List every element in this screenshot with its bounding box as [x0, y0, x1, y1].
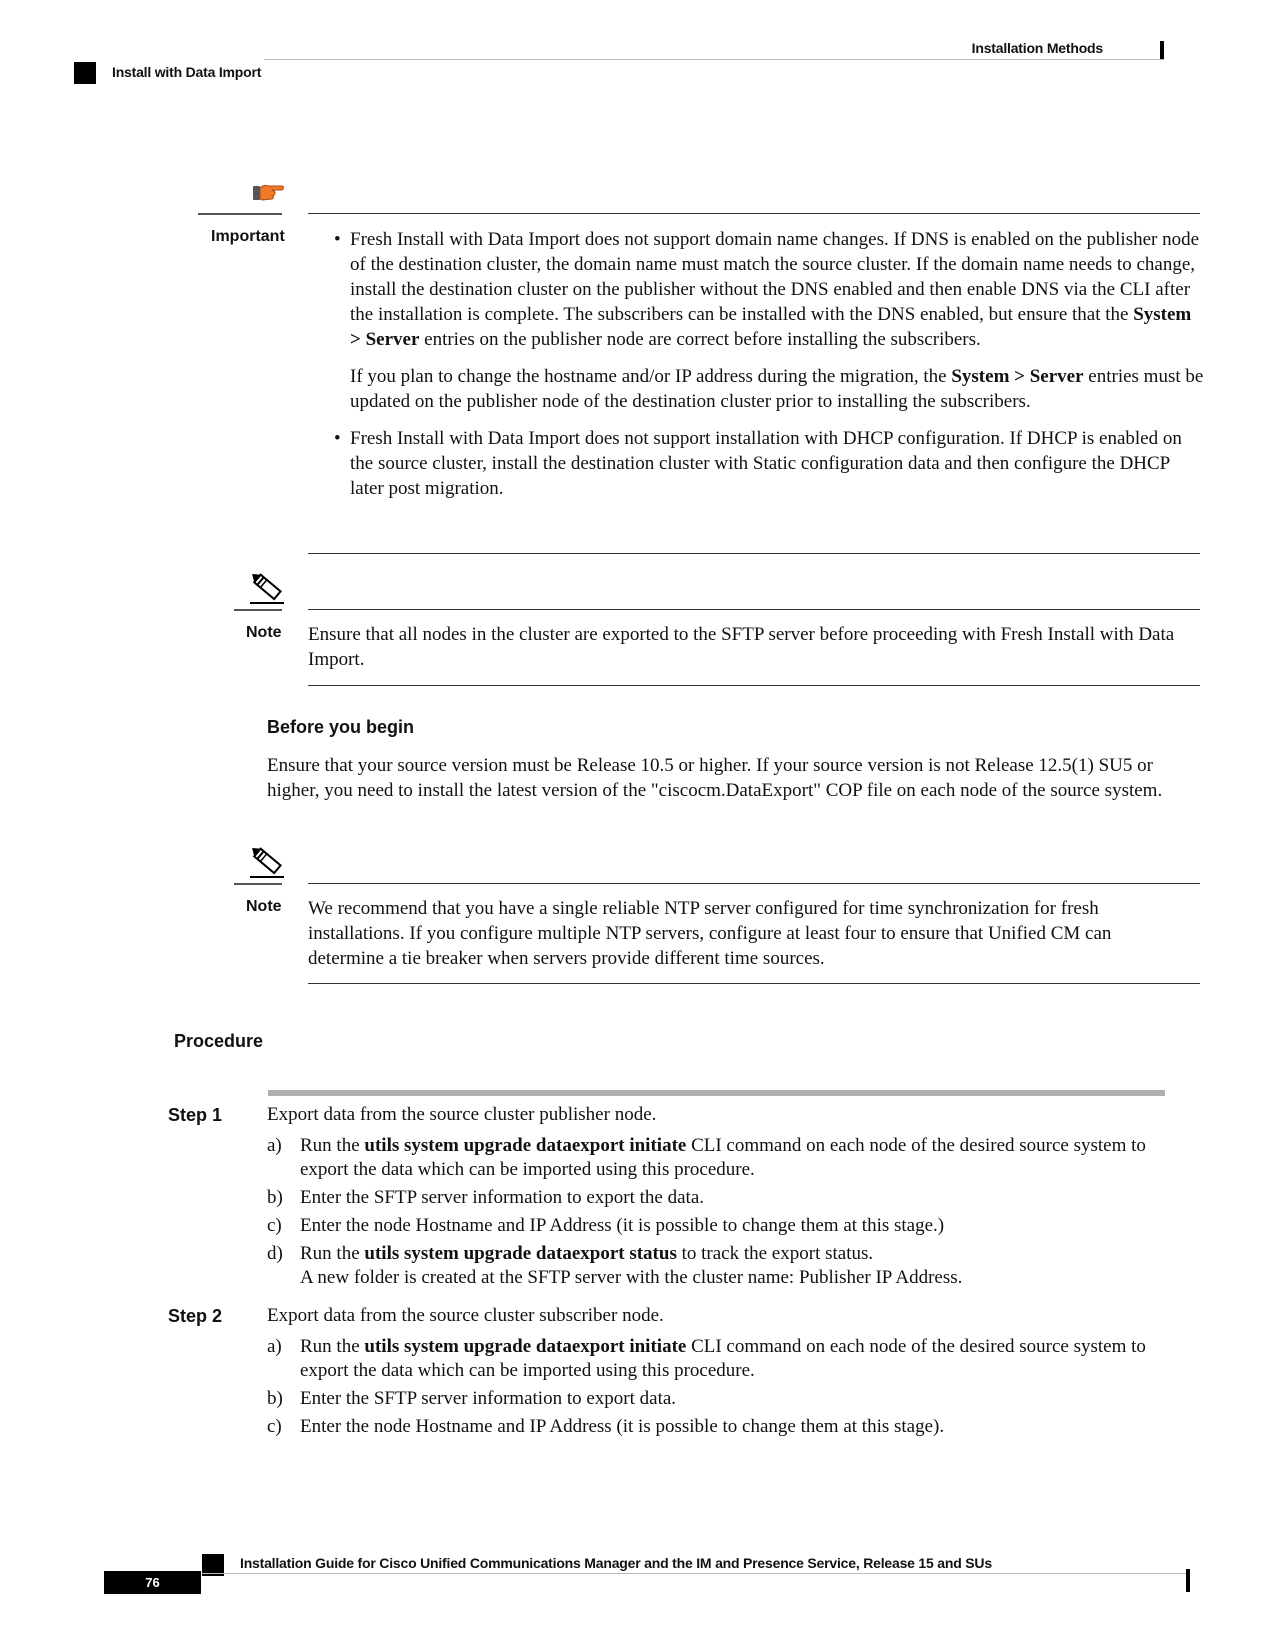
header-chapter-title: Installation Methods	[971, 40, 1103, 56]
important-bottom-rule	[308, 553, 1200, 554]
step-2-label: Step 2	[168, 1306, 223, 1326]
step-1-title: Export data from the source cluster publisher node.	[267, 1104, 657, 1125]
important-body	[334, 227, 1204, 513]
step-2-substep-b	[267, 1387, 1147, 1411]
substep-marker: a)	[267, 1135, 282, 1156]
step-1-label: Step 1	[168, 1105, 223, 1125]
note2-bottom-rule	[308, 983, 1200, 984]
step-2-substeps	[267, 1335, 1147, 1443]
note1-top-rule	[308, 609, 1200, 610]
cli-command: utils system upgrade dataexport initiate	[364, 1336, 687, 1357]
substep-text-end: CLI command on each node of the desired source system to export the data which can be imported using this procedure.	[300, 1336, 1146, 1381]
important-label-rule	[198, 213, 282, 215]
step-1-substeps	[267, 1134, 1147, 1294]
note2-label: Note	[246, 898, 282, 915]
menu-path-system-server-2: System > Server	[951, 366, 1084, 387]
step-1-substep-b	[267, 1186, 1147, 1210]
important-label: Important	[211, 228, 285, 245]
cli-command: utils system upgrade dataexport initiate	[364, 1135, 687, 1156]
substep-text: Enter the SFTP server information to export the data.	[300, 1187, 705, 1208]
step-2-title: Export data from the source cluster subscriber node.	[267, 1305, 664, 1326]
footer-rule	[200, 1573, 1190, 1574]
substep-marker: d)	[267, 1243, 283, 1264]
cli-command: utils system upgrade dataexport status	[364, 1243, 677, 1264]
pencil-note-icon	[246, 843, 286, 879]
note1-label: Note	[246, 624, 282, 641]
step-2-substep-a	[267, 1335, 1147, 1383]
important-bullet-dns-text: Fresh Install with Data Import does not support domain name changes. If DNS is enabled on the publisher node of the destination cluster, the domain name must match the source cluster. If the domain name needs to change, install the destination cluster on the publisher without the DNS enabled and then enable DNS via the CLI after the installation is complete. The subscribers can be installed with the DNS enabled, but ensure that the	[350, 229, 1200, 325]
substep-text-end: CLI command on each node of the desired source system to export the data which can be imported using this procedure.	[300, 1135, 1146, 1180]
substep-text: Run the	[300, 1135, 365, 1156]
substep-marker: b)	[267, 1388, 283, 1409]
note1-bottom-rule	[308, 685, 1200, 686]
menu-path-system-server: System > Server	[350, 304, 1192, 350]
note1-label-rule	[234, 609, 282, 611]
substep-marker: c)	[267, 1416, 282, 1437]
header-rule	[264, 59, 1164, 60]
note2-text: We recommend that you have a single reliable NTP server configured for time synchronization for fresh installations. If you configure multiple NTP servers, configure at least four to ensure that Unified CM can determine a tie breaker when servers provide different time sources.	[308, 898, 1112, 969]
important-bullet-dhcp: • Fresh Install with Data Import does not support installation with DHCP configuration. If DHCP is enabled on the source cluster, install the destination cluster with Static configuration data and then configure the DHCP later post migration.	[334, 426, 1204, 501]
substep-text-end: to track the export status.	[676, 1243, 874, 1264]
note2-top-rule	[308, 883, 1200, 884]
step-2-substep-c	[267, 1415, 1147, 1439]
procedure-bar	[268, 1090, 1165, 1096]
step-1-substep-d	[267, 1242, 1147, 1290]
important-bullet-dns-text-end: entries on the publisher node are correct before installing the subscribers.	[419, 329, 981, 350]
pointing-hand-icon	[252, 180, 286, 204]
note2-label-rule	[234, 883, 282, 885]
footer-bar-marker	[1186, 1569, 1190, 1592]
substep-result: A new folder is created at the SFTP server with the cluster name: Publisher IP Address.	[300, 1267, 963, 1288]
procedure-heading: Procedure	[174, 1031, 264, 1051]
before-you-begin-heading: Before you begin	[267, 717, 415, 737]
header-block-marker	[74, 62, 96, 84]
substep-marker: c)	[267, 1215, 282, 1236]
header-section-title: Install with Data Import	[112, 64, 262, 80]
hostname-paragraph-text-end: entries must be updated on the publisher node of the destination cluster prior to installing the subscribers.	[350, 366, 1204, 412]
substep-text: Enter the node Hostname and IP Address (it is possible to change them at this stage.)	[300, 1215, 945, 1236]
substep-text: Run the	[300, 1243, 365, 1264]
substep-text: Enter the SFTP server information to export data.	[300, 1388, 677, 1409]
substep-marker: b)	[267, 1187, 283, 1208]
important-top-rule	[308, 213, 1200, 214]
note1-text: Ensure that all nodes in the cluster are exported to the SFTP server before proceeding with Fresh Install with Data Import.	[308, 624, 1175, 670]
substep-marker: a)	[267, 1336, 282, 1357]
footer-guide-title: Installation Guide for Cisco Unified Communications Manager and the IM and Presence Service, Release 15 and SUs	[240, 1555, 992, 1571]
substep-text: Enter the node Hostname and IP Address (it is possible to change them at this stage).	[300, 1416, 945, 1437]
before-you-begin-text: Ensure that your source version must be Release 10.5 or higher. If your source version is not Release 12.5(1) SU5 or higher, you need to install the latest version of the "ciscocm.DataExport" COP file on each node of the source system.	[267, 755, 1163, 801]
important-hostname-paragraph	[350, 364, 1204, 414]
page-number: 76	[104, 1571, 201, 1594]
hostname-paragraph-text: If you plan to change the hostname and/or IP address during the migration, the	[350, 366, 952, 387]
important-bullet-dns	[334, 227, 1204, 414]
step-1-substep-a	[267, 1134, 1147, 1182]
step-1-substep-c	[267, 1214, 1147, 1238]
pencil-note-icon	[246, 569, 286, 605]
substep-text: Run the	[300, 1336, 365, 1357]
header-bar-marker	[1160, 41, 1164, 60]
